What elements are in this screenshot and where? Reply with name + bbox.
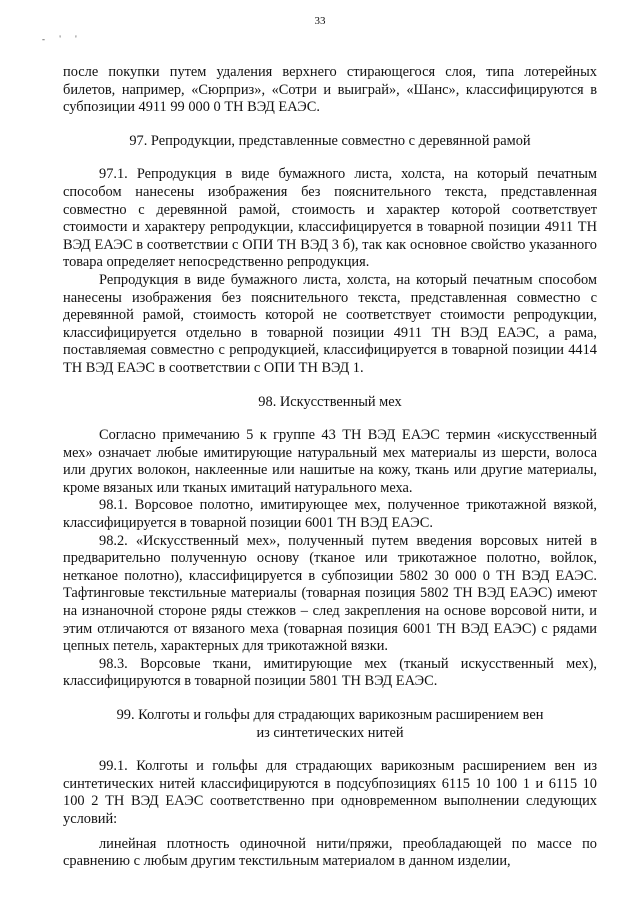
paragraph-97-1: 97.1. Репродукция в виде бумажного листа, холста, на который печатным способом нанесены изображения без пояснительного текста, представленная совместно с деревянной рамой, стоимость и характер которой соответствует стоимости и характеру репродукции, классифицируется в товарной позиции 4911 ТН ВЭД ЕАЭС в соответствии с ОПИ ТН ВЭД 3 б), так как основное свойство указанного товара определяет непосредственно репродукция. (63, 166, 597, 271)
margin-marks: - ' ' (42, 34, 83, 44)
section-98-title: 98. Искусственный мех (258, 393, 402, 410)
paragraph-99-1: 99.1. Колготы и гольфы для страдающих варикозным расширением вен из синтетических нитей классифицируются в подсубпозициях 6115 10 100 1 и 6115 10 100 2 ТН ВЭД ЕАЭС соответственно при одновременном выполнении следующих условий: (63, 758, 597, 827)
paragraph-98-1: 98.1. Ворсовое полотно, имитирующее мех, полученное трикотажной вязкой, классифицируется в товарной позиции 6001 ТН ВЭД ЕАЭС. (63, 497, 597, 532)
section-99-title-line-2: из синтетических нитей (256, 724, 404, 741)
section-97-title: 97. Репродукции, представленные совместно с деревянной рамой (129, 132, 531, 149)
paragraph-98-0: Согласно примечанию 5 к группе 43 ТН ВЭД ЕАЭС термин «искусственный мех» означает любые имитирующие натуральный мех материалы из шерсти, волоса или других волокон, наклеенные или нашитые на кожу, ткань или другие материалы, кроме вязаных или тканых имитаций натурального меха. (63, 427, 597, 496)
page-number: 33 (314, 15, 326, 27)
paragraph-99-2: линейная плотность одиночной нити/пряжи, преобладающей по массе по сравнению с любым другим текстильным материалом в данном изделии, (63, 835, 597, 870)
document-body (63, 64, 597, 871)
paragraph-98-2: 98.2. «Искусственный мех», полученный путем введения ворсовых нитей в предварительно полученную основу (тканое или трикотажное полотно, войлок, нетканое полотно), классифицируется в субпозиции 5802 30 000 0 ТН ВЭД ЕАЭС. Тафтинговые текстильные материалы (товарная позиция 5802 ТН ВЭД ЕАЭС) имеют на изнаночной стороне ряды стежков – след закрепления на основе ворсовой нити, и этим отличаются от вязаного меха (товарная позиция 6001 ТН ВЭД ЕАЭС) с рядами цепных петель, характерных для трикотажной вязки. (63, 532, 597, 655)
section-99-title-line-1: 99. Колготы и гольфы для страдающих варикозным расширением вен (116, 707, 544, 723)
intro-paragraph: после покупки путем удаления верхнего стирающегося слоя, типа лотерейных билетов, например, «Сюрприз», «Сотри и выиграй», «Шанс», классифицируются в субпозиции 4911 99 000 0 ТН ВЭД ЕАЭС. (63, 64, 597, 116)
paragraph-97-2: Репродукция в виде бумажного листа, холста, на который печатным способом нанесены изображения без пояснительного текста, представленная совместно с деревянной рамой, стоимость которой не соответствует стоимости репродукции, классифицируется отдельно в товарной позиции 4911 ТН ВЭД ЕАЭС, а рама, поставляемая совместно с репродукцией, классифицируется в товарной позиции 4414 ТН ВЭД ЕАЭС в соответствии с ОПИ ТН ВЭД 1. (63, 271, 597, 376)
paragraph-98-3: 98.3. Ворсовые ткани, имитирующие мех (тканый искусственный мех), классифицируются в товарной позиции 5801 ТН ВЭД ЕАЭС. (63, 655, 597, 690)
